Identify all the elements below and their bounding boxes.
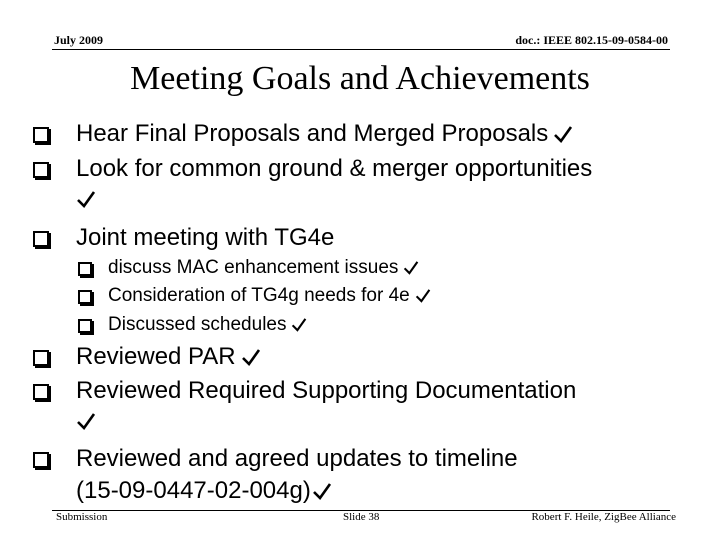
bullet-text: (15-09-0447-02-004g): [76, 477, 311, 504]
slide-title: Meeting Goals and Achievements: [130, 60, 590, 97]
list-item: [76, 445, 518, 473]
bullet-box-icon: [33, 162, 49, 178]
list-item: [76, 155, 592, 183]
checkmark-icon: [403, 259, 419, 281]
checkmark-icon: [312, 479, 332, 507]
checkmark-icon: [241, 345, 261, 373]
footer-slide-number: Slide 38: [343, 511, 380, 523]
checkmark-icon: [76, 190, 96, 213]
bullet-text: Consideration of TG4g needs for 4e: [108, 285, 410, 306]
bullet-box-icon: [33, 350, 49, 366]
bullet-text: Reviewed PAR: [76, 343, 236, 370]
header-doc-id: doc.: IEEE 802.15-09-0584-00: [515, 33, 668, 47]
footer-submission: Submission: [56, 511, 108, 523]
bullet-box-icon: [33, 231, 49, 247]
list-item: [76, 120, 573, 150]
checkmark-icon: [291, 316, 307, 338]
list-item: [108, 285, 431, 309]
checkmark-icon: [553, 122, 573, 150]
bullet-text: Reviewed and agreed updates to timeline: [76, 445, 518, 472]
footer-author: Robert F. Heile, ZigBee Alliance: [531, 511, 676, 523]
bullet-text: Hear Final Proposals and Merged Proposals: [76, 120, 549, 147]
bullet-text: Reviewed Required Supporting Documentation: [76, 377, 577, 404]
bullet-text: Joint meeting with TG4e: [76, 224, 335, 251]
bullet-box-icon: [33, 384, 49, 400]
checkmark-icon: [76, 412, 96, 435]
list-item: [76, 377, 576, 405]
bullet-box-icon: [78, 319, 92, 333]
list-item: [76, 343, 261, 373]
header-date: July 2009: [54, 33, 104, 47]
checkmark-icon: [415, 287, 431, 309]
bullet-text: Discussed schedules: [108, 314, 287, 335]
bullet-box-icon: [33, 452, 49, 468]
bullet-text: discuss MAC enhancement issues: [108, 257, 399, 278]
bullet-box-icon: [78, 290, 92, 304]
bullet-box-icon: [78, 262, 92, 276]
list-item: [108, 314, 307, 338]
list-item-continuation: [76, 477, 332, 507]
bullet-box-icon: [33, 127, 49, 143]
bullet-text: Look for common ground & merger opportunities: [76, 155, 593, 182]
list-item: [108, 257, 419, 281]
list-item: [76, 224, 334, 252]
